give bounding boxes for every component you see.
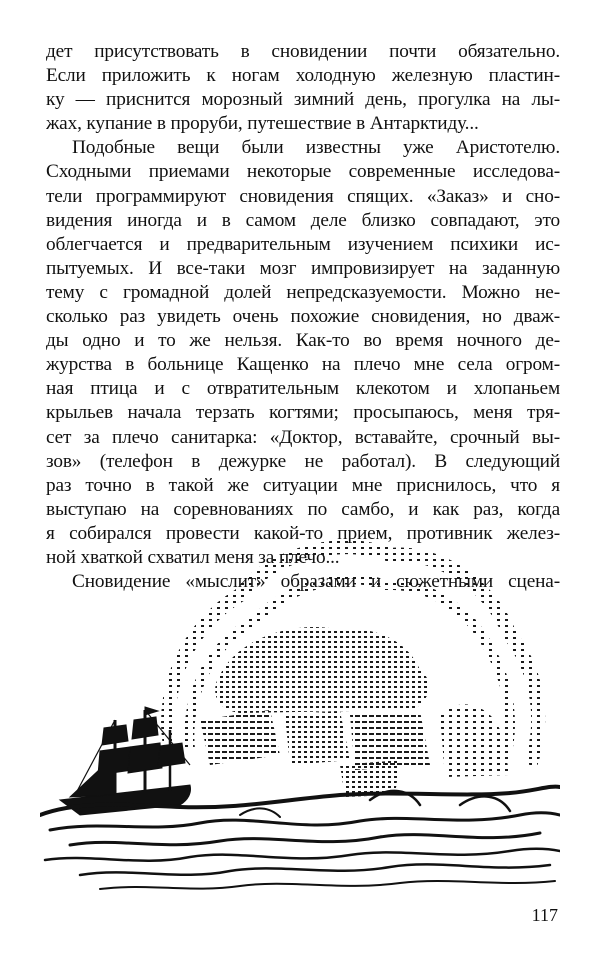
page-number: 117 [531, 905, 558, 925]
text-line: дет присутствовать в сновидении почти обязательно. [46, 41, 560, 62]
text-line: журства в больнице Кащенко на плечо мне села огром- [46, 354, 560, 376]
text-line: Сходными приемами некоторые современные исследова- [46, 161, 560, 183]
text-line: ку — приснится морозный зимний день, прогулка на лы- [46, 89, 560, 111]
text-line: тему с громадной долей непредсказуемости. Можно не- [46, 281, 560, 303]
text-line: крыльев начала терзать когтями; просыпаюсь, меня тря- [46, 402, 560, 424]
paragraph-first-line: Сновидение «мыслит» образами и сюжетными сцена- [72, 571, 560, 593]
text-line: Если приложить к ногам холодную железную пластин- [46, 65, 560, 87]
text-line: сколько раз увидеть очень похожие сновидения, но дваж- [46, 306, 560, 328]
text-line: ная птица и с отвратительным клекотом и хлопаньем [46, 378, 560, 400]
ship-dream-illustration [40, 515, 560, 895]
text-line: ной хваткой схватил меня за плечо... [46, 546, 340, 568]
dream-scene [200, 627, 510, 797]
text-line: сет за плечо санитарка: «Доктор, вставайте, срочный вы- [46, 426, 560, 448]
text-line: жах, купание в проруби, путешествие в Антарктиду... [46, 113, 479, 135]
text-line: видения иногда и в самом деле близко совпадают, это [46, 209, 560, 231]
body-text [46, 40, 560, 594]
text-line: ды одно и то же нельзя. Как-то во время ночного де- [46, 330, 560, 352]
text-line: тели программируют сновидения спящих. «Заказ» и сно- [46, 185, 560, 207]
paragraph-first-line: Подобные вещи были известны уже Аристотелю. [72, 137, 560, 159]
text-line: зов» (телефон в дежурке не работал). В следующий [46, 450, 560, 472]
text-line: облегчается и предварительным изучением психики ис- [46, 233, 560, 255]
text-line: раз точно в такой же ситуации мне приснилось, что я [46, 474, 560, 496]
text-line: я собирался провести какой-то прием, противник желез- [46, 522, 560, 544]
text-line: выступаю на соревнованиях по самбо, и как раз, когда [46, 498, 560, 520]
text-line: пытуемых. И все-таки мозг импровизирует на заданную [46, 257, 560, 279]
